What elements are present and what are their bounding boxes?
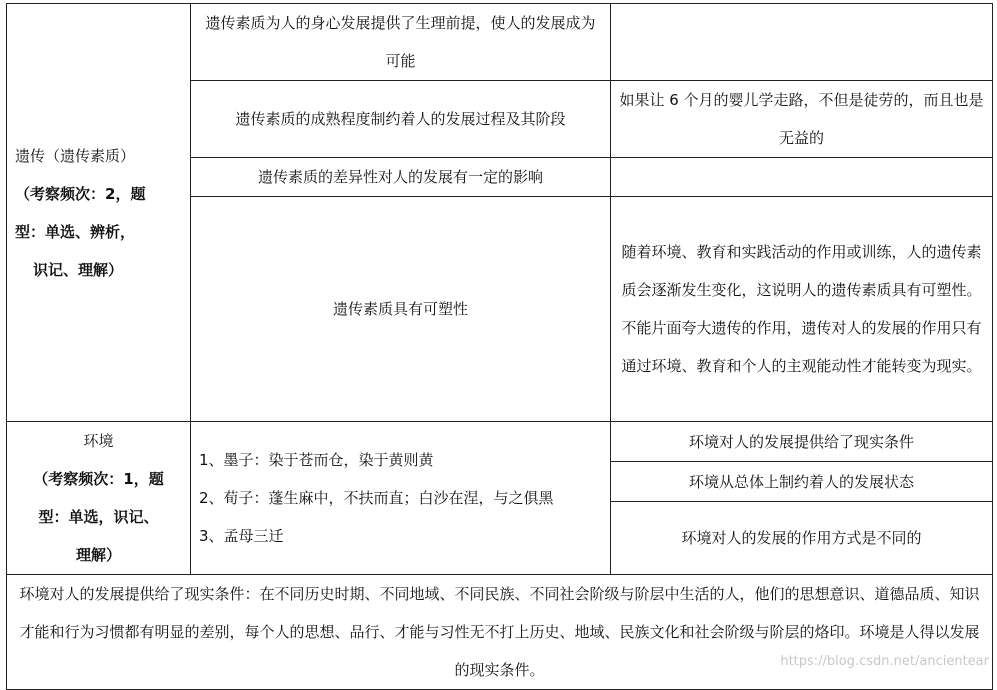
example-item: 3、孟母三迁 [199,527,284,545]
note-cell: 环境从总体上制约着人的发展状态 [611,462,993,502]
category-frequency-line: 型：单选、辨析， [15,222,136,241]
category-frequency-line: 理解） [75,546,121,564]
note-cell: 环境对人的发展的作用方式是不同的 [611,502,993,575]
point-cell: 遗传素质的成熟程度制约着人的发展过程及其阶段 [191,81,611,158]
point-cell: 遗传素质为人的身心发展提供了生理前提，使人的发展成为可能 [191,4,611,81]
knowledge-table [6,3,993,690]
note-cell [611,158,993,197]
table-row [7,575,993,690]
examples-cell [191,422,611,575]
example-item: 2、荀子：蓬生麻中，不扶而直；白沙在涅，与之俱黑 [199,489,554,507]
category-frequency-line: 识记、理解） [33,260,124,279]
note-cell: 环境对人的发展提供给了现实条件 [611,422,993,462]
category-frequency-line: （考察频次：2，题 [15,184,146,203]
note-cell [611,4,993,81]
note-cell: 随着环境、教育和实践活动的作用或训练，人的遗传素质会逐渐发生变化，这说明人的遗传素质具有可塑性。不能片面夸大遗传的作用，遗传对人的发展的作用只有通过环境、教育和个人的主观能动性才能转变为现实。 [611,197,993,422]
table-row [7,4,993,81]
category-frequency-line: （考察频次：1，题 [33,470,164,488]
point-cell: 遗传素质具有可塑性 [191,197,611,422]
summary-cell: 环境对人的发展提供给了现实条件：在不同历史时期、不同地域、不同民族、不同社会阶级与阶层中生活的人，他们的思想意识、道德品质、知识才能和行为习惯都有明显的差别，每个人的思想、品行、才能与习性无不打上历史、地域、民族文化和社会阶级与阶层的烙印。环境是人得以发展的现实条件。 [7,575,993,690]
category-cell-heredity [7,4,191,422]
category-title: 遗传（遗传素质） [15,146,136,165]
watermark: https://blog.csdn.net/ancientear [780,654,989,669]
category-cell-environment [7,422,191,575]
example-item: 1、墨子：染于苍而仓，染于黄则黄 [199,451,434,469]
category-frequency-line: 型：单选，识记、 [38,508,159,526]
note-cell: 如果让 6 个月的婴儿学走路，不但是徒劳的，而且也是无益的 [611,81,993,158]
category-title: 环境 [83,432,114,450]
table-row [7,422,993,462]
point-cell: 遗传素质的差异性对人的发展有一定的影响 [191,158,611,197]
